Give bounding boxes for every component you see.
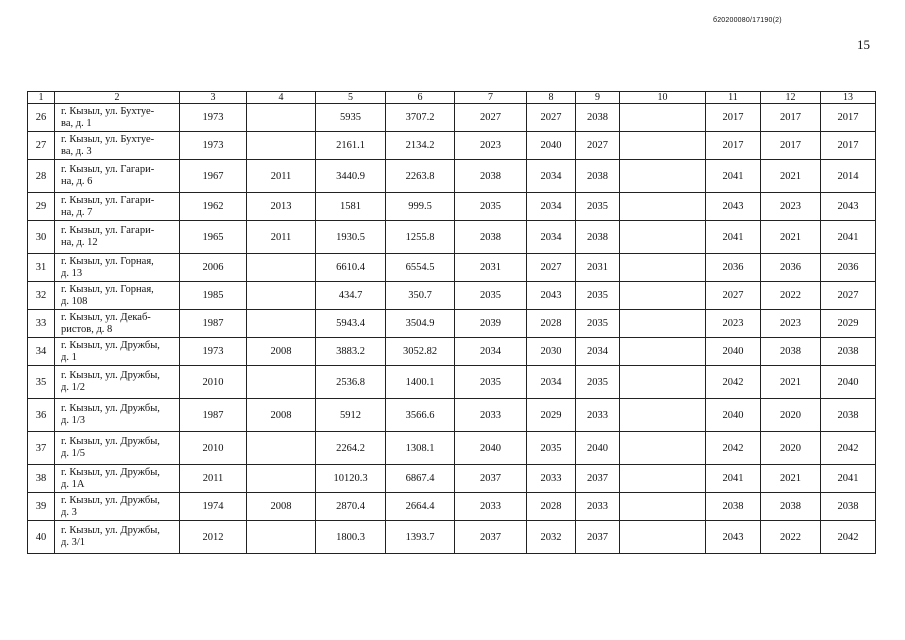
table-cell: 1973 — [180, 132, 247, 160]
table-cell: 2042 — [821, 521, 876, 554]
table-cell — [620, 132, 706, 160]
table-cell: 2017 — [706, 132, 761, 160]
table-cell: 32 — [28, 282, 55, 310]
table-cell: 2035 — [576, 366, 620, 399]
address-cell: г. Кызыл, ул. Гагари- на, д. 12 — [55, 221, 180, 254]
table-cell: 37 — [28, 432, 55, 465]
table-cell: 1962 — [180, 193, 247, 221]
header-row — [28, 92, 876, 104]
table-row — [28, 254, 876, 282]
table-cell: 2020 — [761, 432, 821, 465]
table-cell: 35 — [28, 366, 55, 399]
table-cell: 2536.8 — [316, 366, 386, 399]
table-cell: 2043 — [821, 193, 876, 221]
table-cell: 6554.5 — [386, 254, 455, 282]
column-header-11: 11 — [706, 92, 761, 104]
table-cell: 2033 — [576, 399, 620, 432]
table-cell: 2008 — [247, 338, 316, 366]
table-cell — [247, 465, 316, 493]
table-cell: 2037 — [576, 521, 620, 554]
table-cell: 999.5 — [386, 193, 455, 221]
column-header-1: 1 — [28, 92, 55, 104]
table-cell — [620, 493, 706, 521]
table-row — [28, 310, 876, 338]
table-cell: 2042 — [821, 432, 876, 465]
table-row — [28, 104, 876, 132]
table-cell: 2161.1 — [316, 132, 386, 160]
table-cell: 2036 — [821, 254, 876, 282]
address-cell: г. Кызыл, ул. Гагари- на, д. 6 — [55, 160, 180, 193]
table-cell: 2034 — [527, 160, 576, 193]
table-cell: 1987 — [180, 310, 247, 338]
table-cell: 6867.4 — [386, 465, 455, 493]
table-cell: 2038 — [576, 160, 620, 193]
address-cell: г. Кызыл, ул. Дружбы, д. 1/3 — [55, 399, 180, 432]
table-cell — [620, 193, 706, 221]
table-row — [28, 132, 876, 160]
table-row — [28, 338, 876, 366]
table-cell: 2035 — [455, 193, 527, 221]
table-cell: 2040 — [821, 366, 876, 399]
table-cell: 1930.5 — [316, 221, 386, 254]
table-cell — [620, 104, 706, 132]
table-cell: 1400.1 — [386, 366, 455, 399]
table-cell: 350.7 — [386, 282, 455, 310]
table-cell: 434.7 — [316, 282, 386, 310]
table-cell: 2033 — [527, 465, 576, 493]
table-cell: 2031 — [455, 254, 527, 282]
column-header-8: 8 — [527, 92, 576, 104]
address-cell: г. Кызыл, ул. Дружбы, д. 1/2 — [55, 366, 180, 399]
table-cell: 2017 — [761, 132, 821, 160]
table-cell: 2033 — [576, 493, 620, 521]
table-cell: 2034 — [527, 193, 576, 221]
table-cell: 2017 — [821, 132, 876, 160]
table-cell — [247, 521, 316, 554]
table-cell: 3440.9 — [316, 160, 386, 193]
table-cell: 1393.7 — [386, 521, 455, 554]
buildings-table — [27, 91, 876, 554]
table-cell: 5935 — [316, 104, 386, 132]
table-cell: 2035 — [576, 282, 620, 310]
table-cell: 2664.4 — [386, 493, 455, 521]
table-cell: 2041 — [706, 465, 761, 493]
table-cell: 2022 — [761, 282, 821, 310]
table-cell: 2040 — [706, 399, 761, 432]
table-cell: 2013 — [247, 193, 316, 221]
table-cell: 2023 — [761, 193, 821, 221]
table-cell — [247, 282, 316, 310]
column-header-9: 9 — [576, 92, 620, 104]
table-cell: 2038 — [706, 493, 761, 521]
table-cell: 1985 — [180, 282, 247, 310]
table-cell: 1308.1 — [386, 432, 455, 465]
table-cell: 1973 — [180, 338, 247, 366]
table-cell: 2034 — [527, 366, 576, 399]
table-cell: 1965 — [180, 221, 247, 254]
table-cell: 2027 — [455, 104, 527, 132]
table-cell: 2038 — [576, 221, 620, 254]
address-cell: г. Кызыл, ул. Дружбы, д. 1А — [55, 465, 180, 493]
table-cell: 2027 — [576, 132, 620, 160]
address-cell: г. Кызыл, ул. Бухтуе- ва, д. 3 — [55, 132, 180, 160]
table-cell: 2035 — [576, 310, 620, 338]
table-cell — [247, 432, 316, 465]
table-cell: 2041 — [821, 221, 876, 254]
table-cell: 2043 — [706, 193, 761, 221]
table-cell: 2011 — [180, 465, 247, 493]
table-cell: 2040 — [576, 432, 620, 465]
table-cell — [620, 366, 706, 399]
table-cell: 2042 — [706, 432, 761, 465]
table-cell: 2037 — [576, 465, 620, 493]
table-cell: 2011 — [247, 221, 316, 254]
table-cell: 2014 — [821, 160, 876, 193]
table-cell: 2027 — [821, 282, 876, 310]
table-cell: 3052.82 — [386, 338, 455, 366]
table-cell: 2034 — [455, 338, 527, 366]
table-cell: 39 — [28, 493, 55, 521]
table-cell: 2870.4 — [316, 493, 386, 521]
table-cell: 2035 — [527, 432, 576, 465]
table-row — [28, 221, 876, 254]
table-cell: 2029 — [821, 310, 876, 338]
table-cell: 2038 — [821, 399, 876, 432]
table-cell: 2033 — [455, 493, 527, 521]
table-cell: 2038 — [576, 104, 620, 132]
table-cell: 2017 — [706, 104, 761, 132]
table-cell: 2021 — [761, 221, 821, 254]
table-cell: 2021 — [761, 160, 821, 193]
table-cell: 2033 — [455, 399, 527, 432]
table-cell — [620, 160, 706, 193]
table-cell: 6610.4 — [316, 254, 386, 282]
column-header-3: 3 — [180, 92, 247, 104]
table-cell: 3883.2 — [316, 338, 386, 366]
table-cell: 10120.3 — [316, 465, 386, 493]
table-cell: 40 — [28, 521, 55, 554]
table-cell — [620, 432, 706, 465]
table-row — [28, 160, 876, 193]
table-cell: 2035 — [576, 193, 620, 221]
table-cell: 2030 — [527, 338, 576, 366]
address-cell: г. Кызыл, ул. Гагари- на, д. 7 — [55, 193, 180, 221]
table-row — [28, 366, 876, 399]
table-cell: 2008 — [247, 493, 316, 521]
table-cell: 2010 — [180, 432, 247, 465]
address-cell: г. Кызыл, ул. Дружбы, д. 1/5 — [55, 432, 180, 465]
table-cell — [247, 104, 316, 132]
table-cell: 1974 — [180, 493, 247, 521]
table-cell: 2038 — [455, 221, 527, 254]
column-header-10: 10 — [620, 92, 706, 104]
table-cell: 2038 — [761, 493, 821, 521]
table-cell: 1581 — [316, 193, 386, 221]
table-cell — [620, 465, 706, 493]
table-cell: 2022 — [761, 521, 821, 554]
table-cell: 2043 — [527, 282, 576, 310]
address-cell: г. Кызыл, ул. Горная, д. 108 — [55, 282, 180, 310]
address-cell: г. Кызыл, ул. Дружбы, д. 3 — [55, 493, 180, 521]
table-cell: 2039 — [455, 310, 527, 338]
table-cell: 2012 — [180, 521, 247, 554]
table-cell: 2032 — [527, 521, 576, 554]
column-header-13: 13 — [821, 92, 876, 104]
column-header-12: 12 — [761, 92, 821, 104]
table-cell: 2027 — [527, 104, 576, 132]
table-cell: 2038 — [821, 493, 876, 521]
table-cell: 1987 — [180, 399, 247, 432]
page-number: 15 — [857, 37, 870, 52]
table-cell — [247, 366, 316, 399]
table-row — [28, 193, 876, 221]
table-cell: 3504.9 — [386, 310, 455, 338]
table-cell: 2036 — [761, 254, 821, 282]
table-cell: 2264.2 — [316, 432, 386, 465]
table-cell: 2037 — [455, 465, 527, 493]
table-cell: 2038 — [455, 160, 527, 193]
table-cell: 26 — [28, 104, 55, 132]
table-cell: 2037 — [455, 521, 527, 554]
table-body — [28, 104, 876, 554]
table-cell: 5912 — [316, 399, 386, 432]
table-cell: 33 — [28, 310, 55, 338]
table-row — [28, 521, 876, 554]
table-cell: 2040 — [706, 338, 761, 366]
table-cell — [620, 338, 706, 366]
table-row — [28, 432, 876, 465]
column-header-7: 7 — [455, 92, 527, 104]
table-cell: 2041 — [821, 465, 876, 493]
table-cell: 2023 — [706, 310, 761, 338]
table-row — [28, 282, 876, 310]
document-id: б20200080/17190(2) — [713, 17, 782, 24]
table-cell — [247, 310, 316, 338]
table-cell: 2021 — [761, 465, 821, 493]
address-cell: г. Кызыл, ул. Бухтуе- ва, д. 1 — [55, 104, 180, 132]
table-cell — [620, 282, 706, 310]
table-cell — [620, 399, 706, 432]
table-cell: 2029 — [527, 399, 576, 432]
table-row — [28, 493, 876, 521]
table-row — [28, 399, 876, 432]
table-cell — [620, 221, 706, 254]
table-cell: 2031 — [576, 254, 620, 282]
table-cell: 2040 — [455, 432, 527, 465]
table-cell: 2006 — [180, 254, 247, 282]
table-cell: 1967 — [180, 160, 247, 193]
table-cell: 1255.8 — [386, 221, 455, 254]
table-cell: 2034 — [576, 338, 620, 366]
table-cell: 29 — [28, 193, 55, 221]
table-cell: 2020 — [761, 399, 821, 432]
address-cell: г. Кызыл, ул. Дружбы, д. 1 — [55, 338, 180, 366]
table-cell: 2028 — [527, 310, 576, 338]
table-cell: 3566.6 — [386, 399, 455, 432]
table-cell: 2011 — [247, 160, 316, 193]
address-cell: г. Кызыл, ул. Декаб- ристов, д. 8 — [55, 310, 180, 338]
table-cell — [620, 254, 706, 282]
table-cell: 2017 — [761, 104, 821, 132]
table-cell — [247, 254, 316, 282]
table-cell: 2027 — [527, 254, 576, 282]
table-cell: 2041 — [706, 160, 761, 193]
table-cell: 2035 — [455, 366, 527, 399]
table-cell: 30 — [28, 221, 55, 254]
table-cell: 3707.2 — [386, 104, 455, 132]
table-cell: 2041 — [706, 221, 761, 254]
table-cell: 2038 — [761, 338, 821, 366]
table-cell: 36 — [28, 399, 55, 432]
table-cell: 2134.2 — [386, 132, 455, 160]
column-header-2: 2 — [55, 92, 180, 104]
address-cell: г. Кызыл, ул. Дружбы, д. 3/1 — [55, 521, 180, 554]
table-cell — [247, 132, 316, 160]
column-header-5: 5 — [316, 92, 386, 104]
table-header — [28, 92, 876, 104]
address-cell: г. Кызыл, ул. Горная, д. 13 — [55, 254, 180, 282]
table-cell: 38 — [28, 465, 55, 493]
table-cell: 2027 — [706, 282, 761, 310]
table-cell: 5943.4 — [316, 310, 386, 338]
table-cell: 2035 — [455, 282, 527, 310]
table-cell: 2042 — [706, 366, 761, 399]
table-cell: 2010 — [180, 366, 247, 399]
table-cell: 1973 — [180, 104, 247, 132]
table-cell: 2017 — [821, 104, 876, 132]
table-cell — [620, 310, 706, 338]
table-cell: 34 — [28, 338, 55, 366]
table-cell: 2040 — [527, 132, 576, 160]
column-header-6: 6 — [386, 92, 455, 104]
table-cell: 31 — [28, 254, 55, 282]
table-cell: 2263.8 — [386, 160, 455, 193]
table-cell: 27 — [28, 132, 55, 160]
table-row — [28, 465, 876, 493]
table-cell: 2023 — [761, 310, 821, 338]
table-cell: 2036 — [706, 254, 761, 282]
table-cell — [620, 521, 706, 554]
table-cell: 2021 — [761, 366, 821, 399]
table-cell: 28 — [28, 160, 55, 193]
table-cell: 2043 — [706, 521, 761, 554]
table-cell: 2034 — [527, 221, 576, 254]
table-cell: 2008 — [247, 399, 316, 432]
table-cell: 2028 — [527, 493, 576, 521]
table-cell: 2023 — [455, 132, 527, 160]
column-header-4: 4 — [247, 92, 316, 104]
table-cell: 1800.3 — [316, 521, 386, 554]
table-cell: 2038 — [821, 338, 876, 366]
